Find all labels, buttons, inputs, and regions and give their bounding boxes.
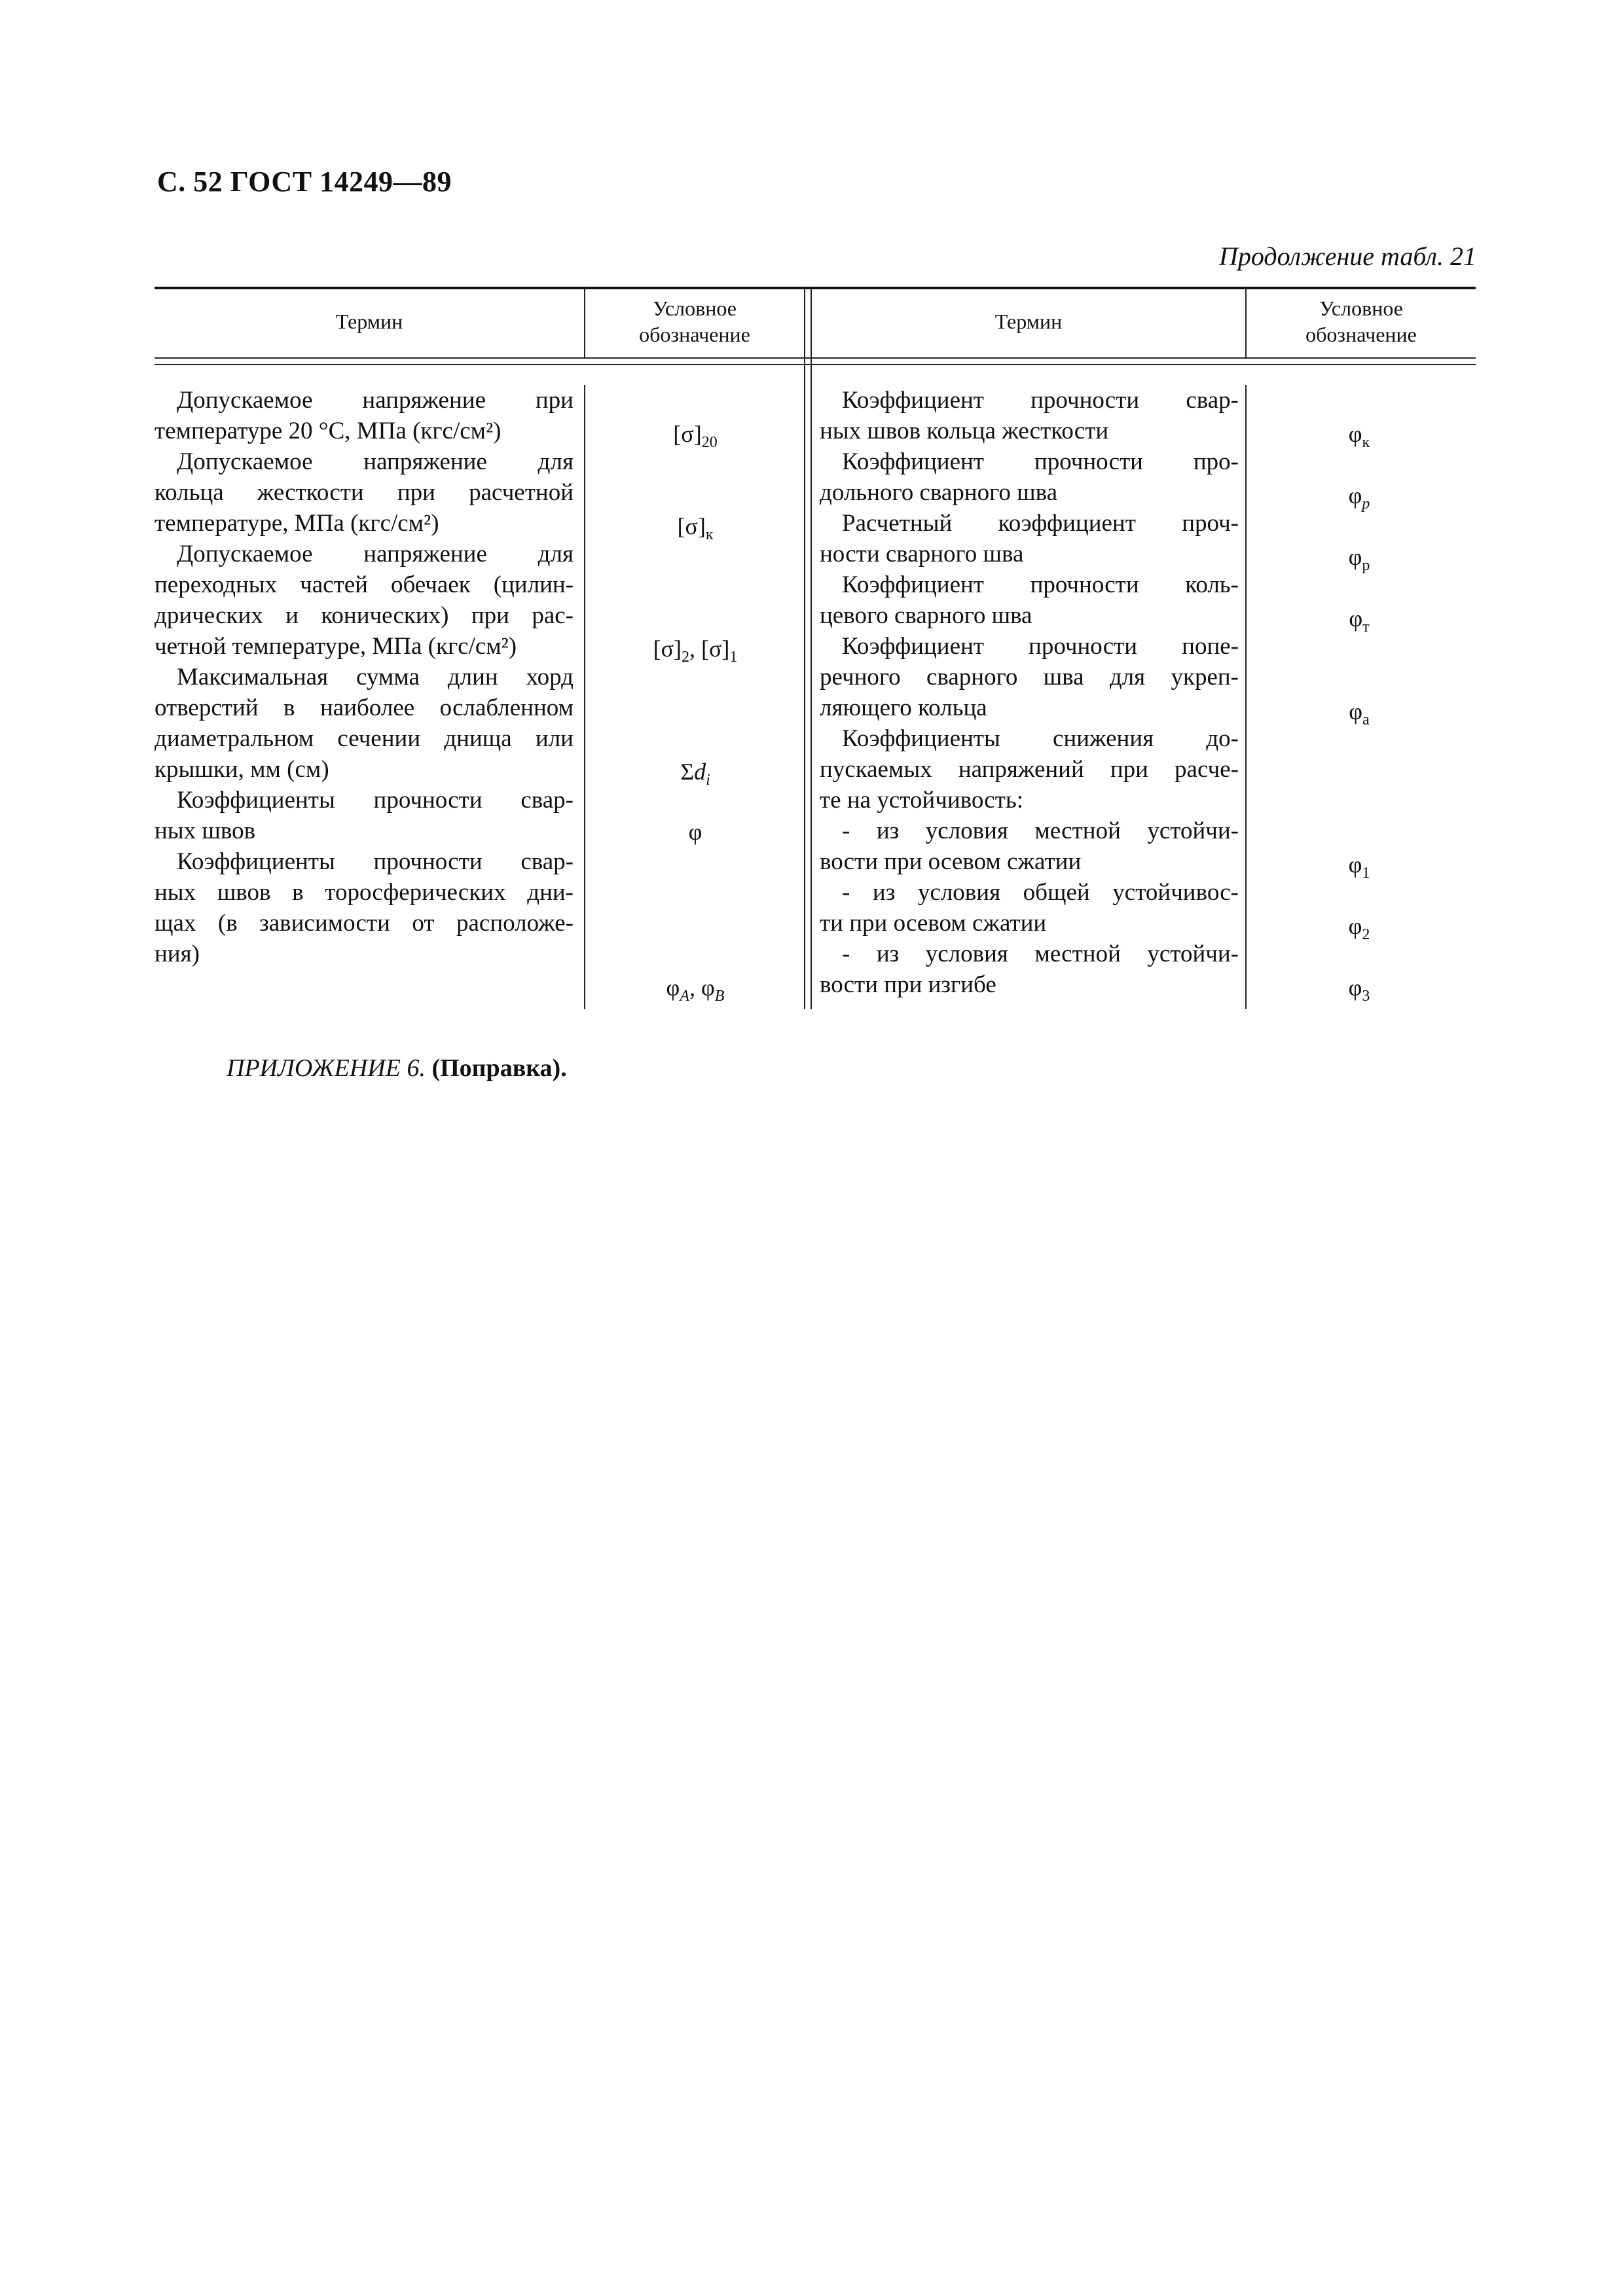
left-term-line: Допускаемое напряжение для [177, 448, 574, 475]
header-symbol-left: Условное обозначение [639, 296, 750, 346]
appendix-correction: (Поправка). [431, 1054, 567, 1082]
symbol-phi-t: $\varphi_т$ [1349, 605, 1370, 636]
symbol-sigma-20: $[\sigma]_{20}$ [673, 421, 718, 452]
symbol-phi-1: $\varphi_1$ [1348, 852, 1370, 882]
right-term-line: речного сварного шва для укреп- [820, 664, 1239, 691]
header-rule-1 [155, 357, 1476, 359]
symbol-phi-k: $\varphi_к$ [1348, 421, 1370, 452]
right-term-line: те на устойчивость: [820, 787, 1024, 814]
left-term-line: Максимальная сумма длин хорд [177, 664, 574, 691]
left-term-line: отверстий в наиболее ослабленном [155, 694, 574, 721]
appendix-label: ПРИЛОЖЕНИЕ 6. [227, 1054, 426, 1082]
right-term-line: Расчетный коэффициент проч- [842, 510, 1239, 537]
left-term-entry [155, 846, 574, 969]
left-term-entry [155, 785, 574, 846]
right-term-entry [820, 877, 1239, 939]
symbol-phi-a: $\varphi_а$ [1349, 698, 1370, 729]
right-term-line: ти при осевом сжатии [820, 910, 1047, 937]
col-divider-mid-b [811, 287, 812, 1009]
right-term-line: вости при изгибе [820, 971, 996, 998]
right-term-entry [820, 631, 1239, 723]
right-term-line: Коэффициенты снижения до- [842, 725, 1239, 752]
header-rule-2 [155, 364, 1476, 365]
left-term-line: крышки, мм (см) [155, 756, 329, 783]
col-divider-mid-a [804, 287, 805, 1009]
col-divider-3 [1245, 385, 1247, 1009]
left-term-line: диаметральном сечении днища или [155, 725, 574, 752]
header-term-right: Термин [994, 310, 1063, 333]
left-term-line: температуре 20 °С, МПа (кгс/см²) [155, 418, 501, 444]
symbol-sigma-k: $[\sigma]_к$ [677, 513, 714, 544]
left-term-line: температуре, МПа (кгс/см²) [155, 510, 439, 537]
right-term-line: - из условия общей устойчивос- [842, 879, 1239, 906]
page-header: С. 52 ГОСТ 14249—89 [157, 166, 452, 198]
header-symbol-right: Условное обозначение [1305, 296, 1417, 346]
right-term-entry [820, 816, 1239, 877]
left-term-line: переходных частей обечаек (цилин- [155, 571, 574, 598]
right-term-entry [820, 446, 1239, 508]
left-term-line: ния) [155, 941, 200, 967]
left-term-line: щах (в зависимости от расположе- [155, 910, 574, 937]
right-term-line: Коэффициент прочности про- [842, 448, 1239, 475]
symbol-phi-3: $\varphi_3$ [1348, 975, 1370, 1005]
left-term-line: ных швов в торосферических дни- [155, 879, 574, 906]
left-term-line: Допускаемое напряжение при [177, 387, 574, 414]
left-terms [155, 385, 574, 969]
left-term-entry [155, 385, 574, 446]
left-term-line: четной температуре, МПа (кгс/см²) [155, 633, 517, 660]
right-term-line: пускаемых напряжений при расче- [820, 756, 1239, 783]
right-term-entry [820, 939, 1239, 1000]
right-term-line: цевого сварного шва [820, 602, 1032, 629]
left-term-line: дрических и конических) при рас- [155, 602, 574, 629]
symbol-phi-r: $\varphi_р$ [1348, 544, 1370, 575]
right-term-entry [820, 569, 1239, 631]
right-terms [820, 385, 1239, 1000]
left-term-entry [155, 539, 574, 662]
right-term-line: Коэффициент прочности коль- [842, 571, 1239, 598]
left-term-entry [155, 446, 574, 539]
continuation-label: Продолжение табл. 21 [1218, 242, 1476, 271]
left-term-line: ных швов [155, 817, 256, 844]
symbol-phi-a-b: $\varphi_A$, $\varphi_B$ [666, 975, 725, 1005]
left-term-line: кольца жесткости при расчетной [155, 479, 574, 506]
right-term-line: ности сварного шва [820, 541, 1024, 567]
left-term-line: Коэффициенты прочности свар- [177, 848, 574, 875]
right-term-entry [820, 508, 1239, 569]
left-term-line: Допускаемое напряжение для [177, 541, 574, 567]
right-term-line: - из условия местной устойчи- [842, 817, 1239, 844]
symbol-phi: φ [688, 819, 702, 845]
right-term-line: ных швов кольца жесткости [820, 418, 1109, 444]
right-term-line: вости при осевом сжатии [820, 848, 1082, 875]
right-term-line: Коэффициент прочности попе- [842, 633, 1239, 660]
right-term-line: - из условия местной устойчи- [842, 941, 1239, 967]
col-divider-1 [584, 385, 585, 1009]
terms-table [155, 287, 1476, 1009]
right-term-entry [820, 385, 1239, 446]
symbol-sum-di: $\Sigma d_i$ [680, 759, 710, 789]
appendix-note [227, 1054, 567, 1083]
symbol-phi-2: $\varphi_2$ [1348, 913, 1370, 944]
left-term-entry [155, 662, 574, 785]
header-term-left: Термин [335, 310, 403, 333]
right-term-entry [820, 723, 1239, 816]
right-term-line: ляющего кольца [820, 694, 987, 721]
symbol-phi-p-italic: $\varphi_p$ [1348, 482, 1370, 513]
left-term-line: Коэффициенты прочности свар- [177, 787, 574, 814]
symbol-sigma-2-1: $[\sigma]_2$, $[\sigma]_1$ [653, 636, 738, 666]
right-term-line: Коэффициент прочности свар- [842, 387, 1239, 414]
right-term-line: дольного сварного шва [820, 479, 1058, 506]
